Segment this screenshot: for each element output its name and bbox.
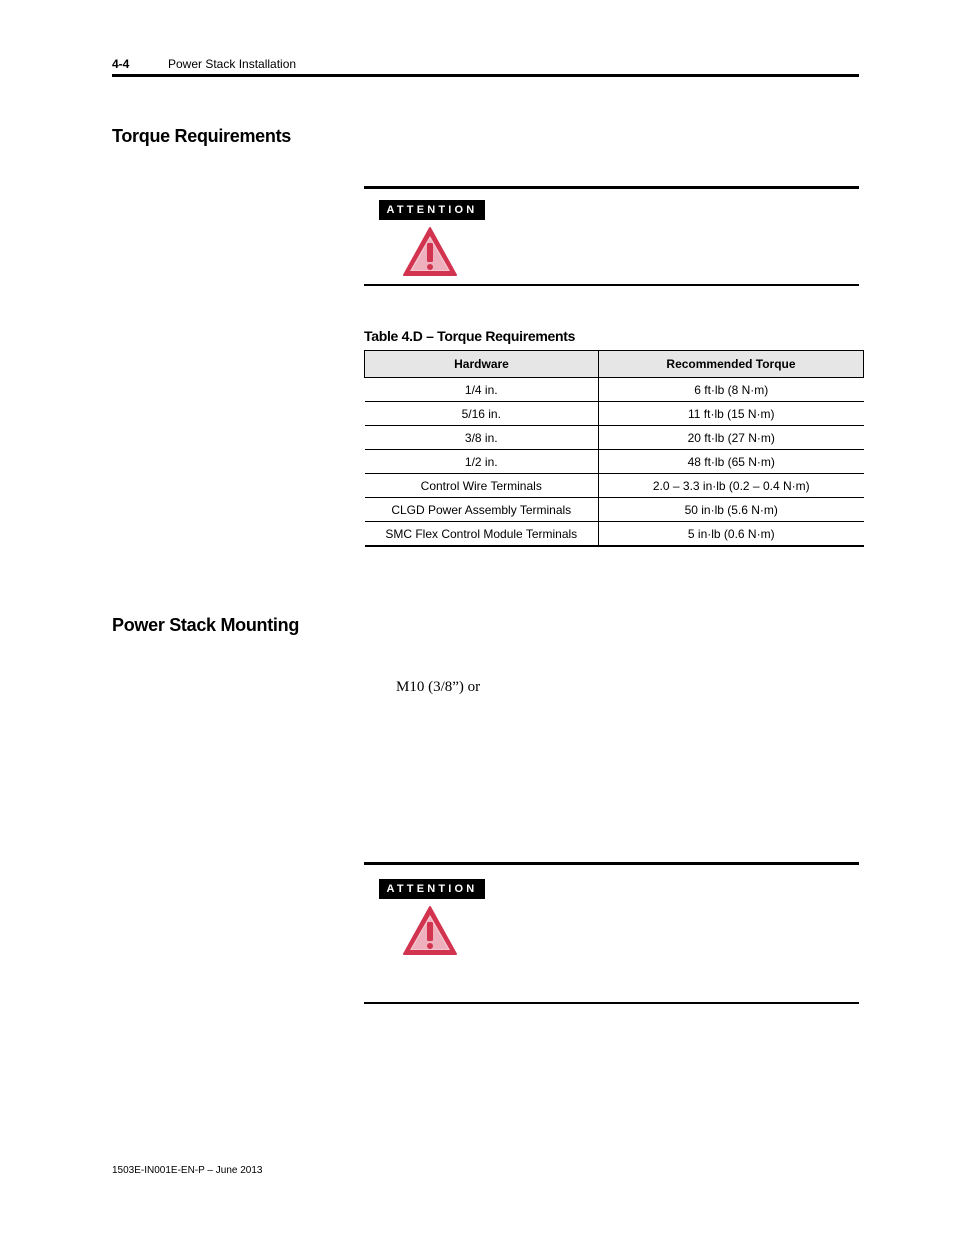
torque-cell: 48 ft·lb (65 N·m) xyxy=(599,450,864,474)
table-row xyxy=(365,402,864,426)
torque-cell: 20 ft·lb (27 N·m) xyxy=(599,426,864,450)
table-row xyxy=(365,522,864,547)
page-number: 4-4 xyxy=(112,57,130,71)
torque-requirements-heading: Torque Requirements xyxy=(112,126,291,146)
warning-triangle-icon xyxy=(402,905,458,957)
attention-box-top-rule xyxy=(364,186,859,189)
attention-box-bottom-rule xyxy=(364,284,859,286)
table-row xyxy=(365,498,864,522)
hardware-cell: 3/8 in. xyxy=(365,426,599,450)
torque-cell: 6 ft·lb (8 N·m) xyxy=(599,378,864,402)
attention-badge: ATTENTION xyxy=(379,200,485,220)
table-caption: Table 4.D – Torque Requirements xyxy=(364,328,576,344)
hardware-cell: 5/16 in. xyxy=(365,402,599,426)
hardware-cell: CLGD Power Assembly Terminals xyxy=(365,498,599,522)
hardware-cell: Control Wire Terminals xyxy=(365,474,599,498)
torque-cell: 11 ft·lb (15 N·m) xyxy=(599,402,864,426)
hardware-cell: 1/2 in. xyxy=(365,450,599,474)
table-header-row xyxy=(365,351,864,378)
hardware-cell: 1/4 in. xyxy=(365,378,599,402)
hardware-cell: SMC Flex Control Module Terminals xyxy=(365,522,599,547)
column-header-recommended-torque: Recommended Torque xyxy=(599,351,864,378)
attention-box-bottom-rule xyxy=(364,1002,859,1004)
table-row xyxy=(365,426,864,450)
running-header-title: Power Stack Installation xyxy=(168,57,297,71)
attention-badge: ATTENTION xyxy=(379,879,485,899)
mounting-body-text: M10 (3/8”) or xyxy=(396,679,481,695)
column-header-hardware: Hardware xyxy=(365,351,599,378)
torque-cell: 50 in·lb (5.6 N·m) xyxy=(599,498,864,522)
attention-box-top-rule xyxy=(364,862,859,865)
table-row xyxy=(365,378,864,402)
warning-triangle-icon xyxy=(402,226,458,278)
power-stack-mounting-heading: Power Stack Mounting xyxy=(112,615,300,635)
torque-cell: 5 in·lb (0.6 N·m) xyxy=(599,522,864,547)
table-row xyxy=(365,474,864,498)
torque-requirements-table xyxy=(364,350,864,547)
table-row xyxy=(365,450,864,474)
header-rule xyxy=(112,74,859,77)
torque-cell: 2.0 – 3.3 in·lb (0.2 – 0.4 N·m) xyxy=(599,474,864,498)
footer-doc-id: 1503E-IN001E-EN-P – June 2013 xyxy=(112,1165,263,1176)
